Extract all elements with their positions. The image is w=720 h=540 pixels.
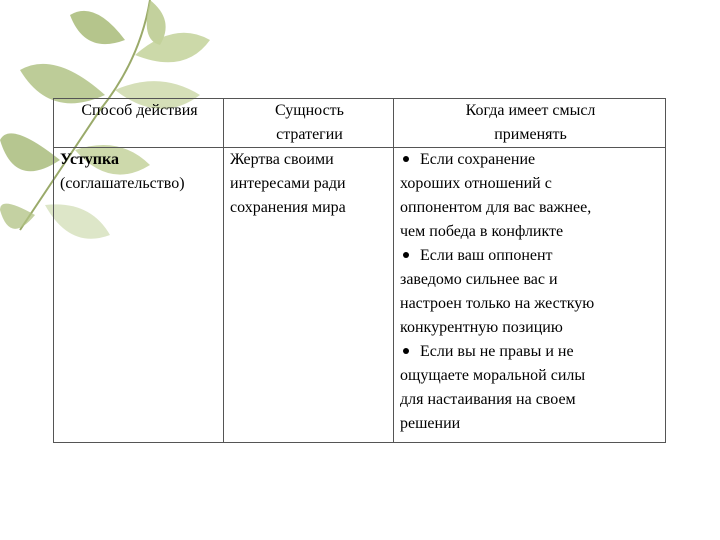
bullet-icon <box>403 156 409 162</box>
when-line: хороших отношений с <box>400 175 552 192</box>
header-essence-line2: стратегии <box>276 126 343 143</box>
when-item <box>400 148 661 244</box>
method-subtitle: (соглашательство) <box>60 175 185 192</box>
header-method <box>54 99 224 148</box>
when-line: заведомо сильнее вас и <box>400 271 558 288</box>
when-item <box>400 340 661 436</box>
when-line: чем победа в конфликте <box>400 223 564 240</box>
when-line: настроен только на жесткую <box>400 295 595 312</box>
when-line: Если сохранение <box>420 151 536 168</box>
cell-essence <box>224 148 394 443</box>
when-line: оппонентом для вас важнее, <box>400 199 592 216</box>
header-when <box>394 99 666 148</box>
essence-line: Жертва своими <box>230 151 334 168</box>
table-header-row <box>54 99 666 148</box>
bullet-icon <box>403 252 409 258</box>
when-line: для настаивания на своем <box>400 391 576 408</box>
essence-line: сохранения мира <box>230 199 346 216</box>
essence-line: интересами ради <box>230 175 346 192</box>
strategy-table <box>53 98 666 443</box>
header-method-label: Способ действия <box>81 102 198 119</box>
when-item <box>400 244 661 340</box>
cell-method <box>54 148 224 443</box>
when-line: Если вы не правы и не <box>420 343 574 360</box>
cell-when <box>394 148 666 443</box>
table-row <box>54 148 666 443</box>
method-title: Уступка <box>60 151 119 168</box>
when-line: Если ваш оппонент <box>420 247 553 264</box>
when-line: решении <box>400 415 461 432</box>
bullet-icon <box>403 348 409 354</box>
header-when-line2: применять <box>494 126 567 143</box>
header-essence-line1: Сущность <box>275 102 344 119</box>
when-line: ощущаете моральной силы <box>400 367 586 384</box>
header-when-line1: Когда имеет смысл <box>465 102 596 119</box>
header-essence <box>224 99 394 148</box>
when-line: конкурентную позицию <box>400 319 563 336</box>
